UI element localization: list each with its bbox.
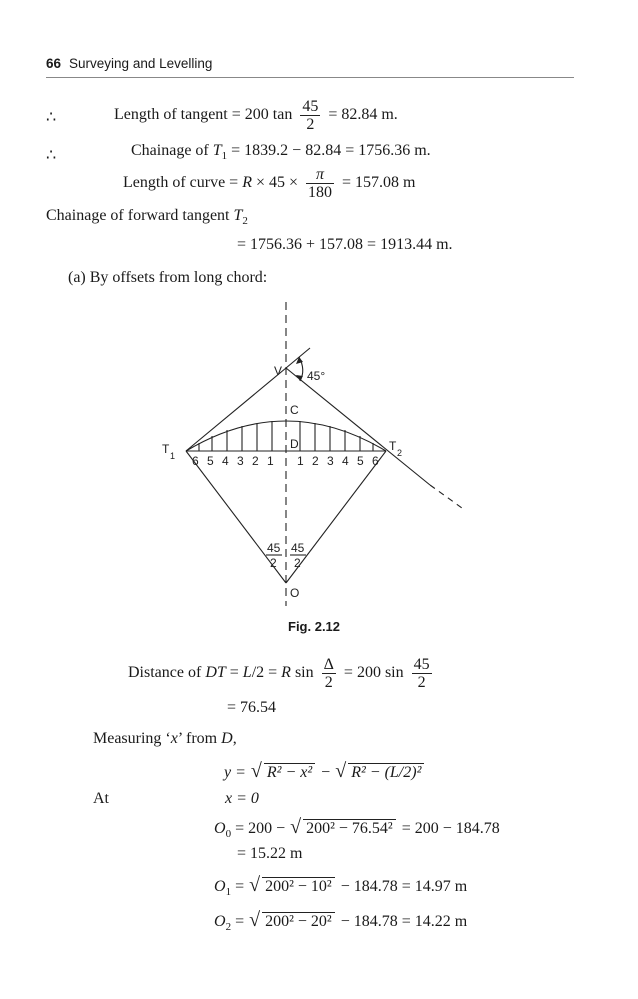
running-title: Surveying and Levelling bbox=[69, 56, 213, 71]
right-radius bbox=[286, 451, 386, 583]
curve-figure bbox=[0, 290, 638, 620]
left-num-5: 5 bbox=[207, 454, 214, 468]
o0-final: = 15.22 m bbox=[237, 845, 303, 862]
vertex-extension-line bbox=[286, 348, 310, 368]
curve-length-equation: Length of curve = R × 45 × $\frac{\pi}{180}$ = 157.08 m bbox=[123, 166, 416, 201]
half-angle-fraction: $\frac{45}{2}$ bbox=[413, 656, 430, 691]
y-equation: y = √ R² − x² − √ R² − (L/2)² bbox=[224, 763, 426, 782]
offsets-heading: (a) By offsets from long chord: bbox=[68, 269, 268, 286]
chainage-t1-equation: Chainage of $T_1 = 1839.2 - 82.84 = 1756.36$ m. bbox=[131, 142, 431, 163]
figure-caption: Fig. 2.12 bbox=[288, 619, 341, 634]
right-num-1: 1 bbox=[297, 454, 304, 468]
curve-fraction: $\frac{\pi}{180}$ bbox=[308, 166, 333, 201]
right-half-angle-num: 45 bbox=[291, 541, 305, 555]
label-c: C bbox=[290, 403, 299, 417]
left-num-4: 4 bbox=[222, 454, 229, 468]
label-v: V bbox=[274, 364, 283, 378]
right-num-5: 5 bbox=[357, 454, 364, 468]
right-num-3: 3 bbox=[327, 454, 334, 468]
o1-equation: $O_1$ = √ 200² − 10² − 184.78 = 14.97 m bbox=[214, 877, 467, 898]
label-d: D bbox=[290, 437, 299, 451]
label-t2: T bbox=[389, 439, 397, 453]
running-header bbox=[46, 56, 212, 71]
delta-fraction: $\frac{\Delta}{2}$ bbox=[323, 656, 334, 691]
page-number: 66 bbox=[46, 56, 62, 71]
distance-dt-result: = 76.54 bbox=[227, 699, 277, 716]
tangent-fraction: $\frac{45}{2}$ bbox=[302, 98, 319, 133]
tangent-dashed-extension bbox=[430, 485, 462, 508]
header-rule bbox=[46, 77, 574, 78]
right-num-6: 6 bbox=[372, 454, 379, 468]
label-t1-sub: 1 bbox=[170, 451, 176, 461]
right-num-2: 2 bbox=[312, 454, 319, 468]
therefore-symbol-2: ∴ bbox=[46, 147, 57, 164]
right-half-angle-den: 2 bbox=[294, 556, 301, 570]
left-half-angle-den: 2 bbox=[270, 556, 277, 570]
forward-tangent-value: = 1756.36 + 157.08 = 1913.44 m. bbox=[237, 236, 453, 253]
distance-dt-equation: Distance of DT = L/2 = R sin $\frac{\Delta}{2}$ = 200 sin $\frac{45}{2}$ bbox=[128, 656, 430, 691]
label-angle: 45° bbox=[307, 369, 326, 383]
tangent-length-equation: Length of tangent = 200 tan $\frac{45}{2}$ = 82.84 m. bbox=[114, 98, 398, 133]
o0-equation: $O_0 = 200$ − √ 200² − 76.54² = 200 − 184.78 bbox=[214, 819, 500, 840]
at-label: At bbox=[93, 790, 109, 807]
left-num-2: 2 bbox=[252, 454, 259, 468]
left-num-6: 6 bbox=[192, 454, 199, 468]
label-t1: T bbox=[162, 442, 170, 456]
forward-tangent-label: Chainage of forward tangent $T_2$ bbox=[46, 207, 248, 228]
left-tangent-line bbox=[186, 368, 286, 451]
x-zero: x = 0 bbox=[225, 790, 259, 807]
measuring-line: Measuring ‘x’ from D, bbox=[93, 730, 237, 747]
therefore-symbol-1: ∴ bbox=[46, 109, 57, 126]
right-num-4: 4 bbox=[342, 454, 349, 468]
left-half-angle-num: 45 bbox=[267, 541, 281, 555]
left-num-3: 3 bbox=[237, 454, 244, 468]
left-num-1: 1 bbox=[267, 454, 274, 468]
label-o: O bbox=[290, 586, 300, 600]
label-t2-sub: 2 bbox=[397, 448, 403, 458]
o2-equation: $O_2$ = √ 200² − 20² − 184.78 = 14.22 m bbox=[214, 912, 467, 933]
